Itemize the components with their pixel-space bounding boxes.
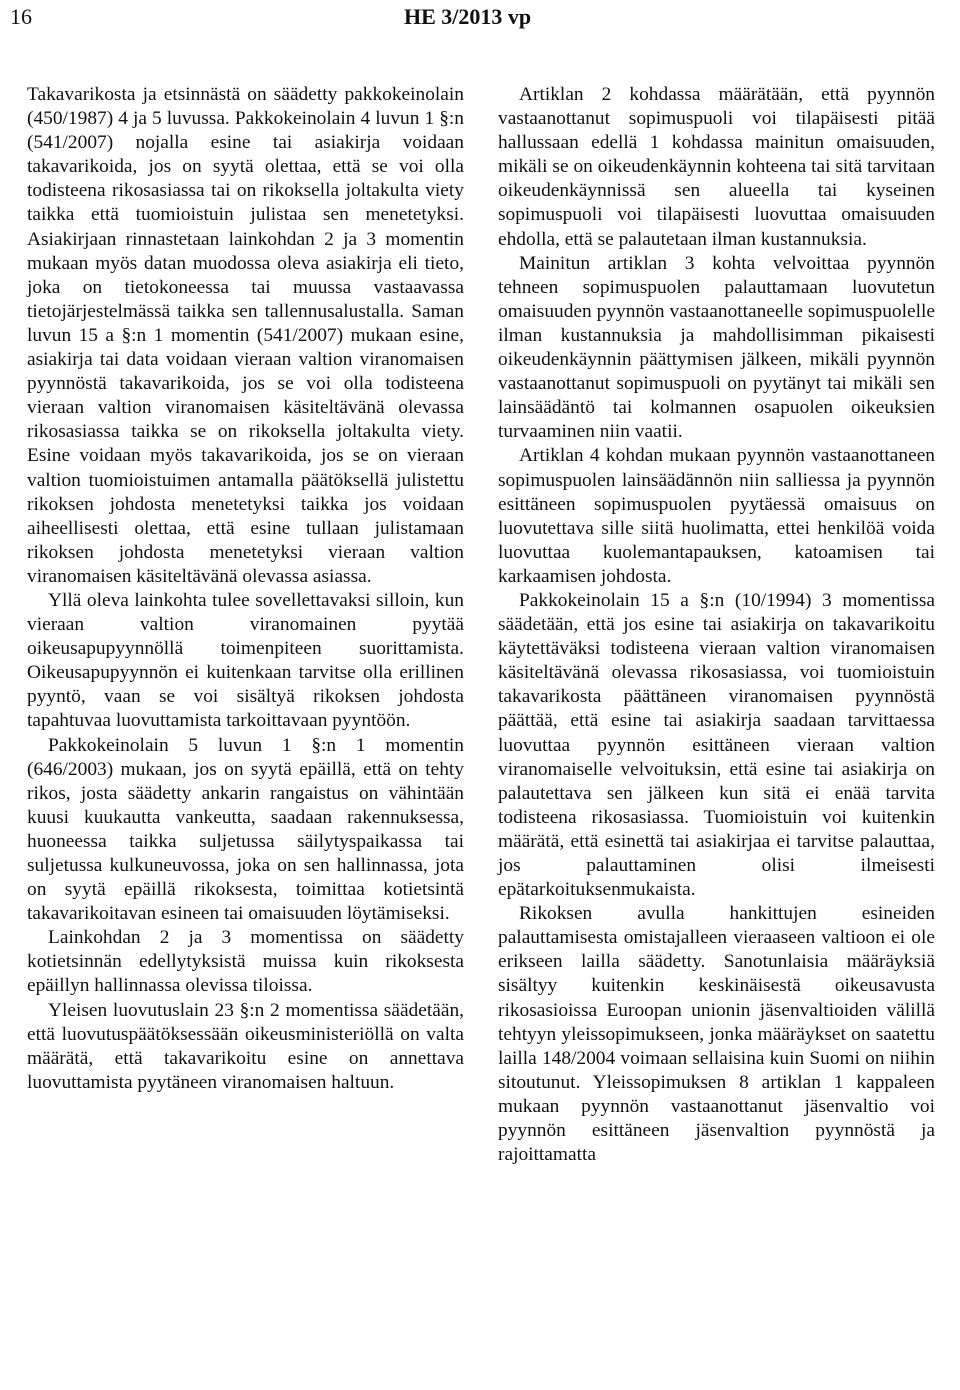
page-number: 16	[10, 4, 32, 29]
left-column	[27, 83, 464, 1095]
right-column	[498, 83, 935, 1167]
paragraph: Artiklan 4 kohdan mukaan pyynnön vastaanottaneen sopimuspuolen lainsäädännön niin salliessa ja pyynnön esittäneen sopimuspuolen pyytäessä omaisuus on luovutettava sille siitä huolimatta, ettei henkilöä voida luovuttaa kuolemantapauksen, katoamisen tai karkaamisen johdosta.	[498, 445, 935, 587]
paragraph: Pakkokeinolain 5 luvun 1 §:n 1 momentin (646/2003) mukaan, jos on syytä epäillä, että on tehty rikos, josta säädetty ankarin rangaistus on vähintään kuusi kuukautta vankeutta, saadaan rakennuksessa, huoneessa taikka suljetussa säilytyspaikassa tai suljetussa kulkuneuvossa, joka on sen hallinnassa, jota on syytä epäillä rikoksesta, toimittaa kotietsintä takavarikoitavan esineen tai omaisuuden löytämiseksi.	[27, 734, 464, 925]
paragraph: Yllä oleva lainkohta tulee sovellettavaksi silloin, kun vieraan valtion viranomainen pyytää oikeusapupyynnöllä toimenpiteen suorittamista. Oikeusapupyynnön ei kuitenkaan tarvitse olla erillinen pyyntö, vaan se voi sisältyä rikoksen johdosta tapahtuvaa luovuttamista tarkoittavaan pyyntöön.	[27, 589, 464, 732]
paragraph: Rikoksen avulla hankittujen esineiden palauttamisesta omistajalleen vieraaseen valtioon ei ole erikseen lailla säädetty. Sanotunlaisia määräyksiä sisältyy kuitenkin keskinäisestä oikeusavusta rikosasioissa Euroopan unionin jäsenvaltioiden välillä tehtyyn yleissopimukseen, jonka määräykset on saatettu lailla 148/2004 voimaan sellaisina kuin Suomi on niihin sitoutunut. Yleissopimuksen 8 artiklan 1 kappaleen mukaan pyynnön vastaanottanut jäsenvaltio voi pyynnön esittäneen jäsenvaltion pyynnöstä ja rajoittamatta	[498, 903, 935, 1166]
page-header	[0, 0, 960, 40]
paragraph: Takavarikosta ja etsinnästä on säädetty pakkokeinolain (450/1987) 4 ja 5 luvussa. Pakkokeinolain 4 luvun 1 §:n (541/2007) nojalla esine tai asiakirja voidaan takavarikoida, jos on syytä olettaa, että se voi olla todisteena rikosasiassa tai on rikoksella joltakulta viety taikka että tuomioistuin julistaa sen menetetyksi. Asiakirjaan rinnastetaan lainkohdan 2 ja 3 momentin mukaan myös datan muodossa oleva asiakirja eli tieto, joka on tietokoneessa tai muussa vastaavassa tietojärjestelmässä taikka sen tallennusalustalla. Saman luvun 15 a §:n 1 momentin (541/2007) mukaan esine, asiakirja tai data voidaan vieraan valtion viranomaisen pyynnöstä takavarikoida, jos se voi olla todisteena vieraan valtion viranomaisen käsiteltävänä olevassa rikosasiassa taikka se on rikoksella joltakulta viety. Esine voidaan myös takavarikoida, jos se on vieraan valtion tuomioistuimen antamalla päätöksellä julistettu rikoksen johdosta menetetyksi taikka jos voidaan aiheellisesti olettaa, että esine tullaan julistamaan rikoksen johdosta menetetyksi vieraan valtion viranomaisen käsiteltävänä olevassa asiassa.	[27, 84, 464, 587]
paragraph: Artiklan 2 kohdassa määrätään, että pyynnön vastaanottanut sopimuspuoli voi tilapäisesti pitää hallussaan edellä 1 kohdassa mainitun omaisuuden, mikäli se on oikeudenkäynnin kohteena tai sitä tarvitaan oikeudenkäynnissä sen alueella tai kyseinen sopimuspuoli voi tilapäisesti luovuttaa omaisuuden ehdolla, että se palautetaan ilman kustannuksia.	[498, 84, 935, 250]
paragraph: Pakkokeinolain 15 a §:n (10/1994) 3 momentissa säädetään, että jos esine tai asiakirja on takavarikoitu käytettäväksi todisteena vieraan valtion viranomaisen käsiteltävänä olevassa rikosasiassa, voi tuomioistuin takavarikosta päättäneen viranomaisen pyynnöstä päättää, että esine tai asiakirja saadaan tarvittaessa luovuttaa pyynnön esittäneen vieraan valtion viranomaiselle velvoituksin, että esine tai asiakirja on palautettava sen jälkeen kun sitä ei enää tarvita todisteena rikosasiassa. Tuomioistuin voi kuitenkin määrätä, että esinettä tai asiakirjaa ei tarvitse palauttaa, jos palauttaminen olisi ilmeisesti epätarkoituksenmukaista.	[498, 589, 935, 901]
paragraph: Mainitun artiklan 3 kohta velvoittaa pyynnön tehneen sopimuspuolen palauttamaan luovutetun omaisuuden pyynnön vastaanottaneelle sopimuspuolelle ilman kustannuksia ja mahdollisimman pikaisesti oikeudenkäynnin päättymisen jälkeen, mikäli pyynnön vastaanottanut sopimuspuoli on pyytänyt tai mikäli sen lainsäädäntö tai kolmannen osapuolen oikeuksien turvaaminen niin vaatii.	[498, 252, 935, 443]
document-id: HE 3/2013 vp	[404, 4, 532, 29]
paragraph: Lainkohdan 2 ja 3 momentissa on säädetty kotietsinnän edellytyksistä muissa kuin rikoksesta epäillyn hallinnassa olevissa tiloissa.	[27, 927, 464, 997]
paragraph: Yleisen luovutuslain 23 §:n 2 momentissa säädetään, että luovutuspäätöksessään oikeusministeriöllä on valta määrätä, että takavarikoitu esine on annettava luovuttamista pyytäneen viranomaisen haltuun.	[27, 999, 464, 1093]
